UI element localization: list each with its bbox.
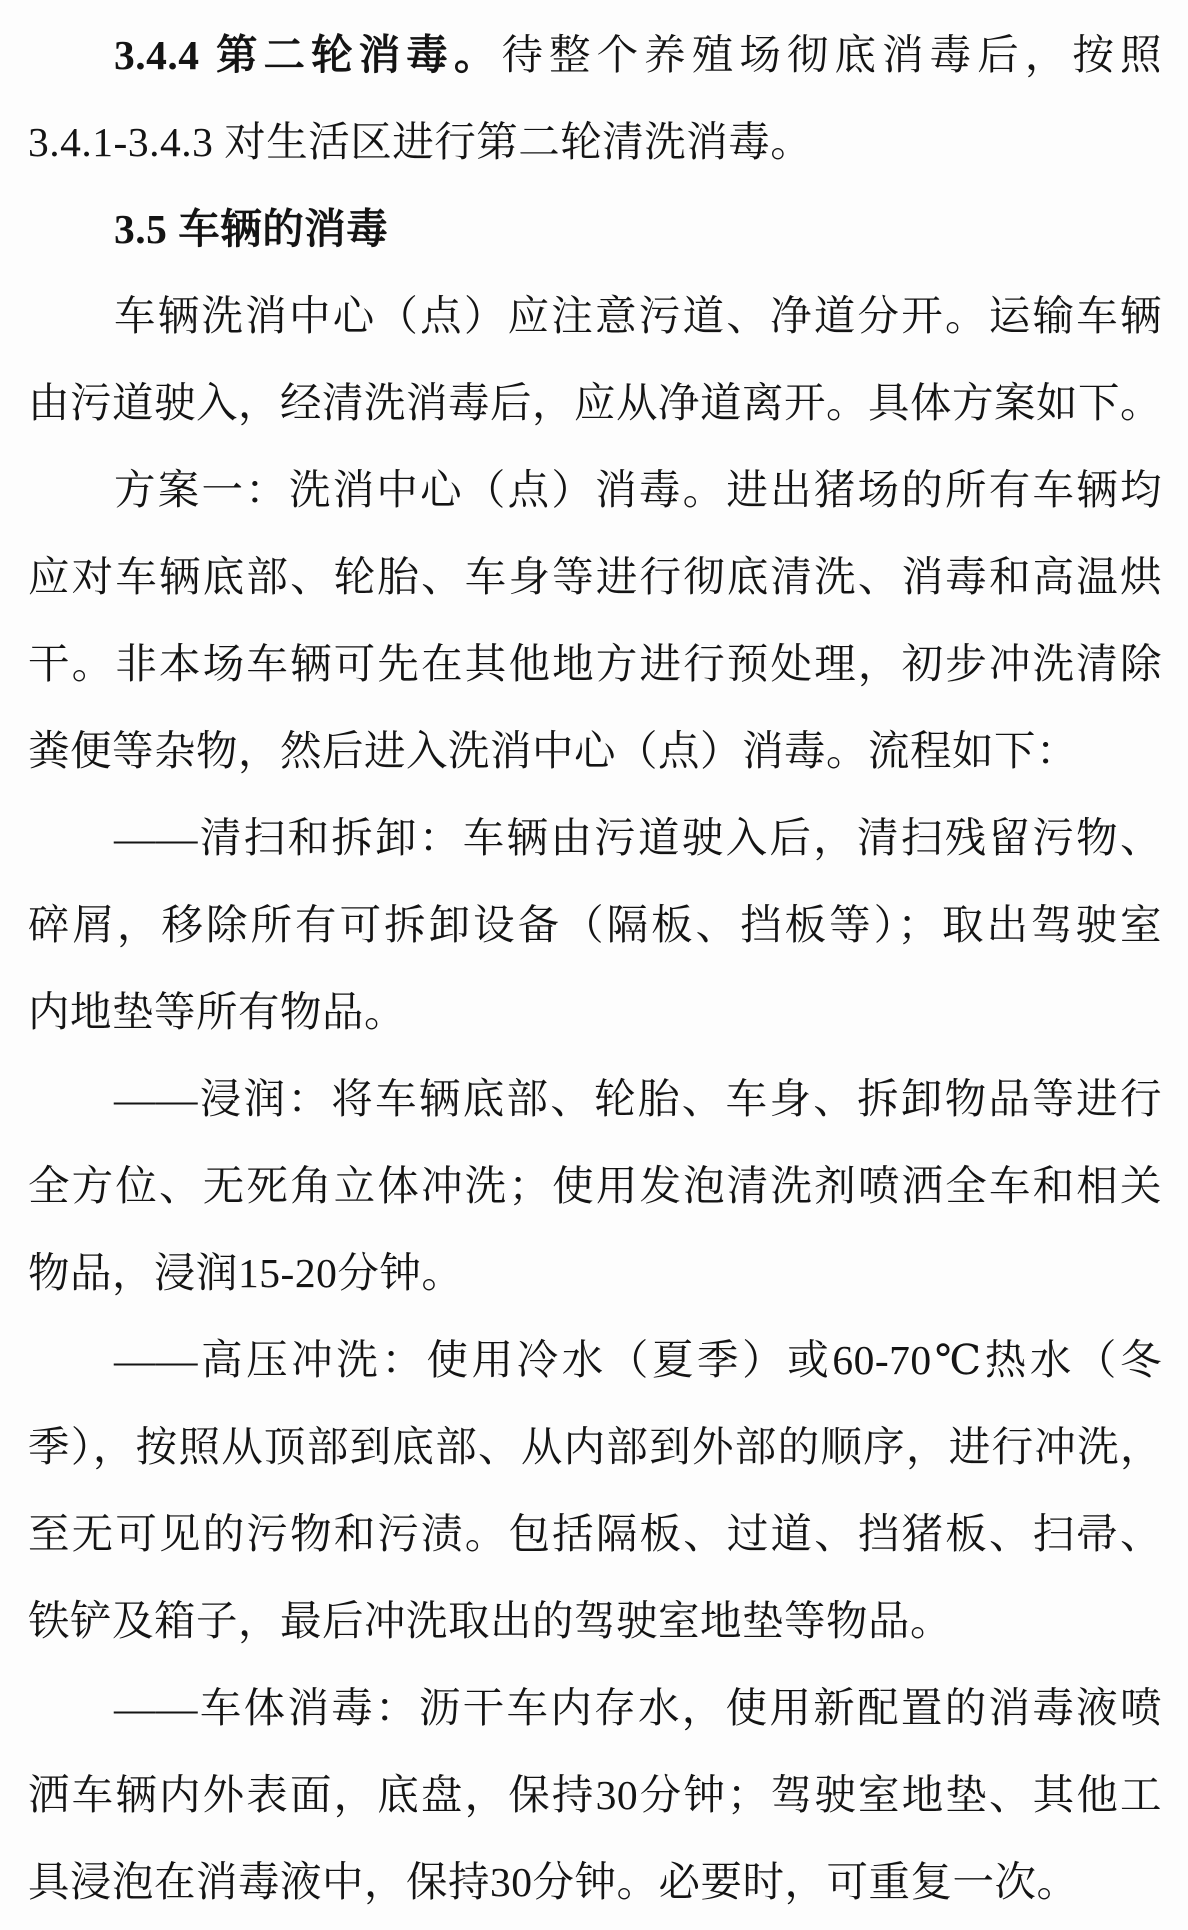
para-sweep-line-3: 内地垫等所有物品。 — [28, 989, 407, 1035]
bold-heading-run: 3.4.4 第二轮消毒。 — [114, 32, 502, 78]
text-run: 待整个养殖场彻底消毒后，按照 — [501, 32, 1162, 78]
para-highpressure-line-3: 至无可见的污物和污渍。包括隔板、过道、挡猪板、扫帚、 — [28, 1511, 1162, 1557]
para-plan-one-line-4: 粪便等杂物，然后进入洗消中心（点）消毒。流程如下： — [28, 728, 1079, 774]
para-soak-line-2: 全方位、无死角立体冲洗；使用发泡清洗剂喷洒全车和相关 — [28, 1163, 1162, 1209]
para-plan-one-line-2: 应对车辆底部、轮胎、车身等进行彻底清洗、消毒和高温烘 — [28, 554, 1162, 600]
para-sweep-line-1: ——清扫和拆卸：车辆由污道驶入后，清扫残留污物、 — [114, 815, 1162, 861]
para-highpressure-line-1: ——高压冲洗：使用冷水（夏季）或60-70℃热水（冬 — [114, 1337, 1162, 1383]
document-lines — [28, 12, 1162, 1926]
para-plan-one-line-3: 干。非本场车辆可先在其他地方进行预处理，初步冲洗清除 — [28, 641, 1162, 687]
para-3-4-4-line-2: 3.4.1-3.4.3 对生活区进行第二轮清洗消毒。 — [28, 119, 813, 165]
para-sweep-line-2: 碎屑，移除所有可拆卸设备（隔板、挡板等）；取出驾驶室 — [28, 902, 1162, 948]
heading-3-5: 3.5 车辆的消毒 — [114, 206, 389, 252]
para-body-disinfect-line-3: 具浸泡在消毒液中，保持30分钟。必要时，可重复一次。 — [28, 1859, 1079, 1905]
para-wash-center-line-1: 车辆洗消中心（点）应注意污道、净道分开。运输车辆 — [114, 293, 1162, 339]
para-plan-one-line-1: 方案一：洗消中心（点）消毒。进出猪场的所有车辆均 — [114, 467, 1162, 513]
para-highpressure-line-4: 铁铲及箱子，最后冲洗取出的驾驶室地垫等物品。 — [28, 1598, 953, 1644]
para-highpressure-line-2: 季），按照从顶部到底部、从内部到外部的顺序，进行冲洗， — [28, 1424, 1162, 1470]
para-body-disinfect-line-1: ——车体消毒：沥干车内存水，使用新配置的消毒液喷 — [114, 1685, 1162, 1731]
para-wash-center-line-2: 由污道驶入，经清洗消毒后，应从净道离开。具体方案如下。 — [28, 380, 1163, 426]
para-3-4-4-line-1 — [28, 12, 1162, 99]
para-body-disinfect-line-2: 洒车辆内外表面，底盘，保持30分钟；驾驶室地垫、其他工 — [28, 1772, 1162, 1818]
para-soak-line-1: ——浸润：将车辆底部、轮胎、车身、拆卸物品等进行 — [114, 1076, 1162, 1122]
para-soak-line-3: 物品，浸润15-20分钟。 — [28, 1250, 464, 1296]
